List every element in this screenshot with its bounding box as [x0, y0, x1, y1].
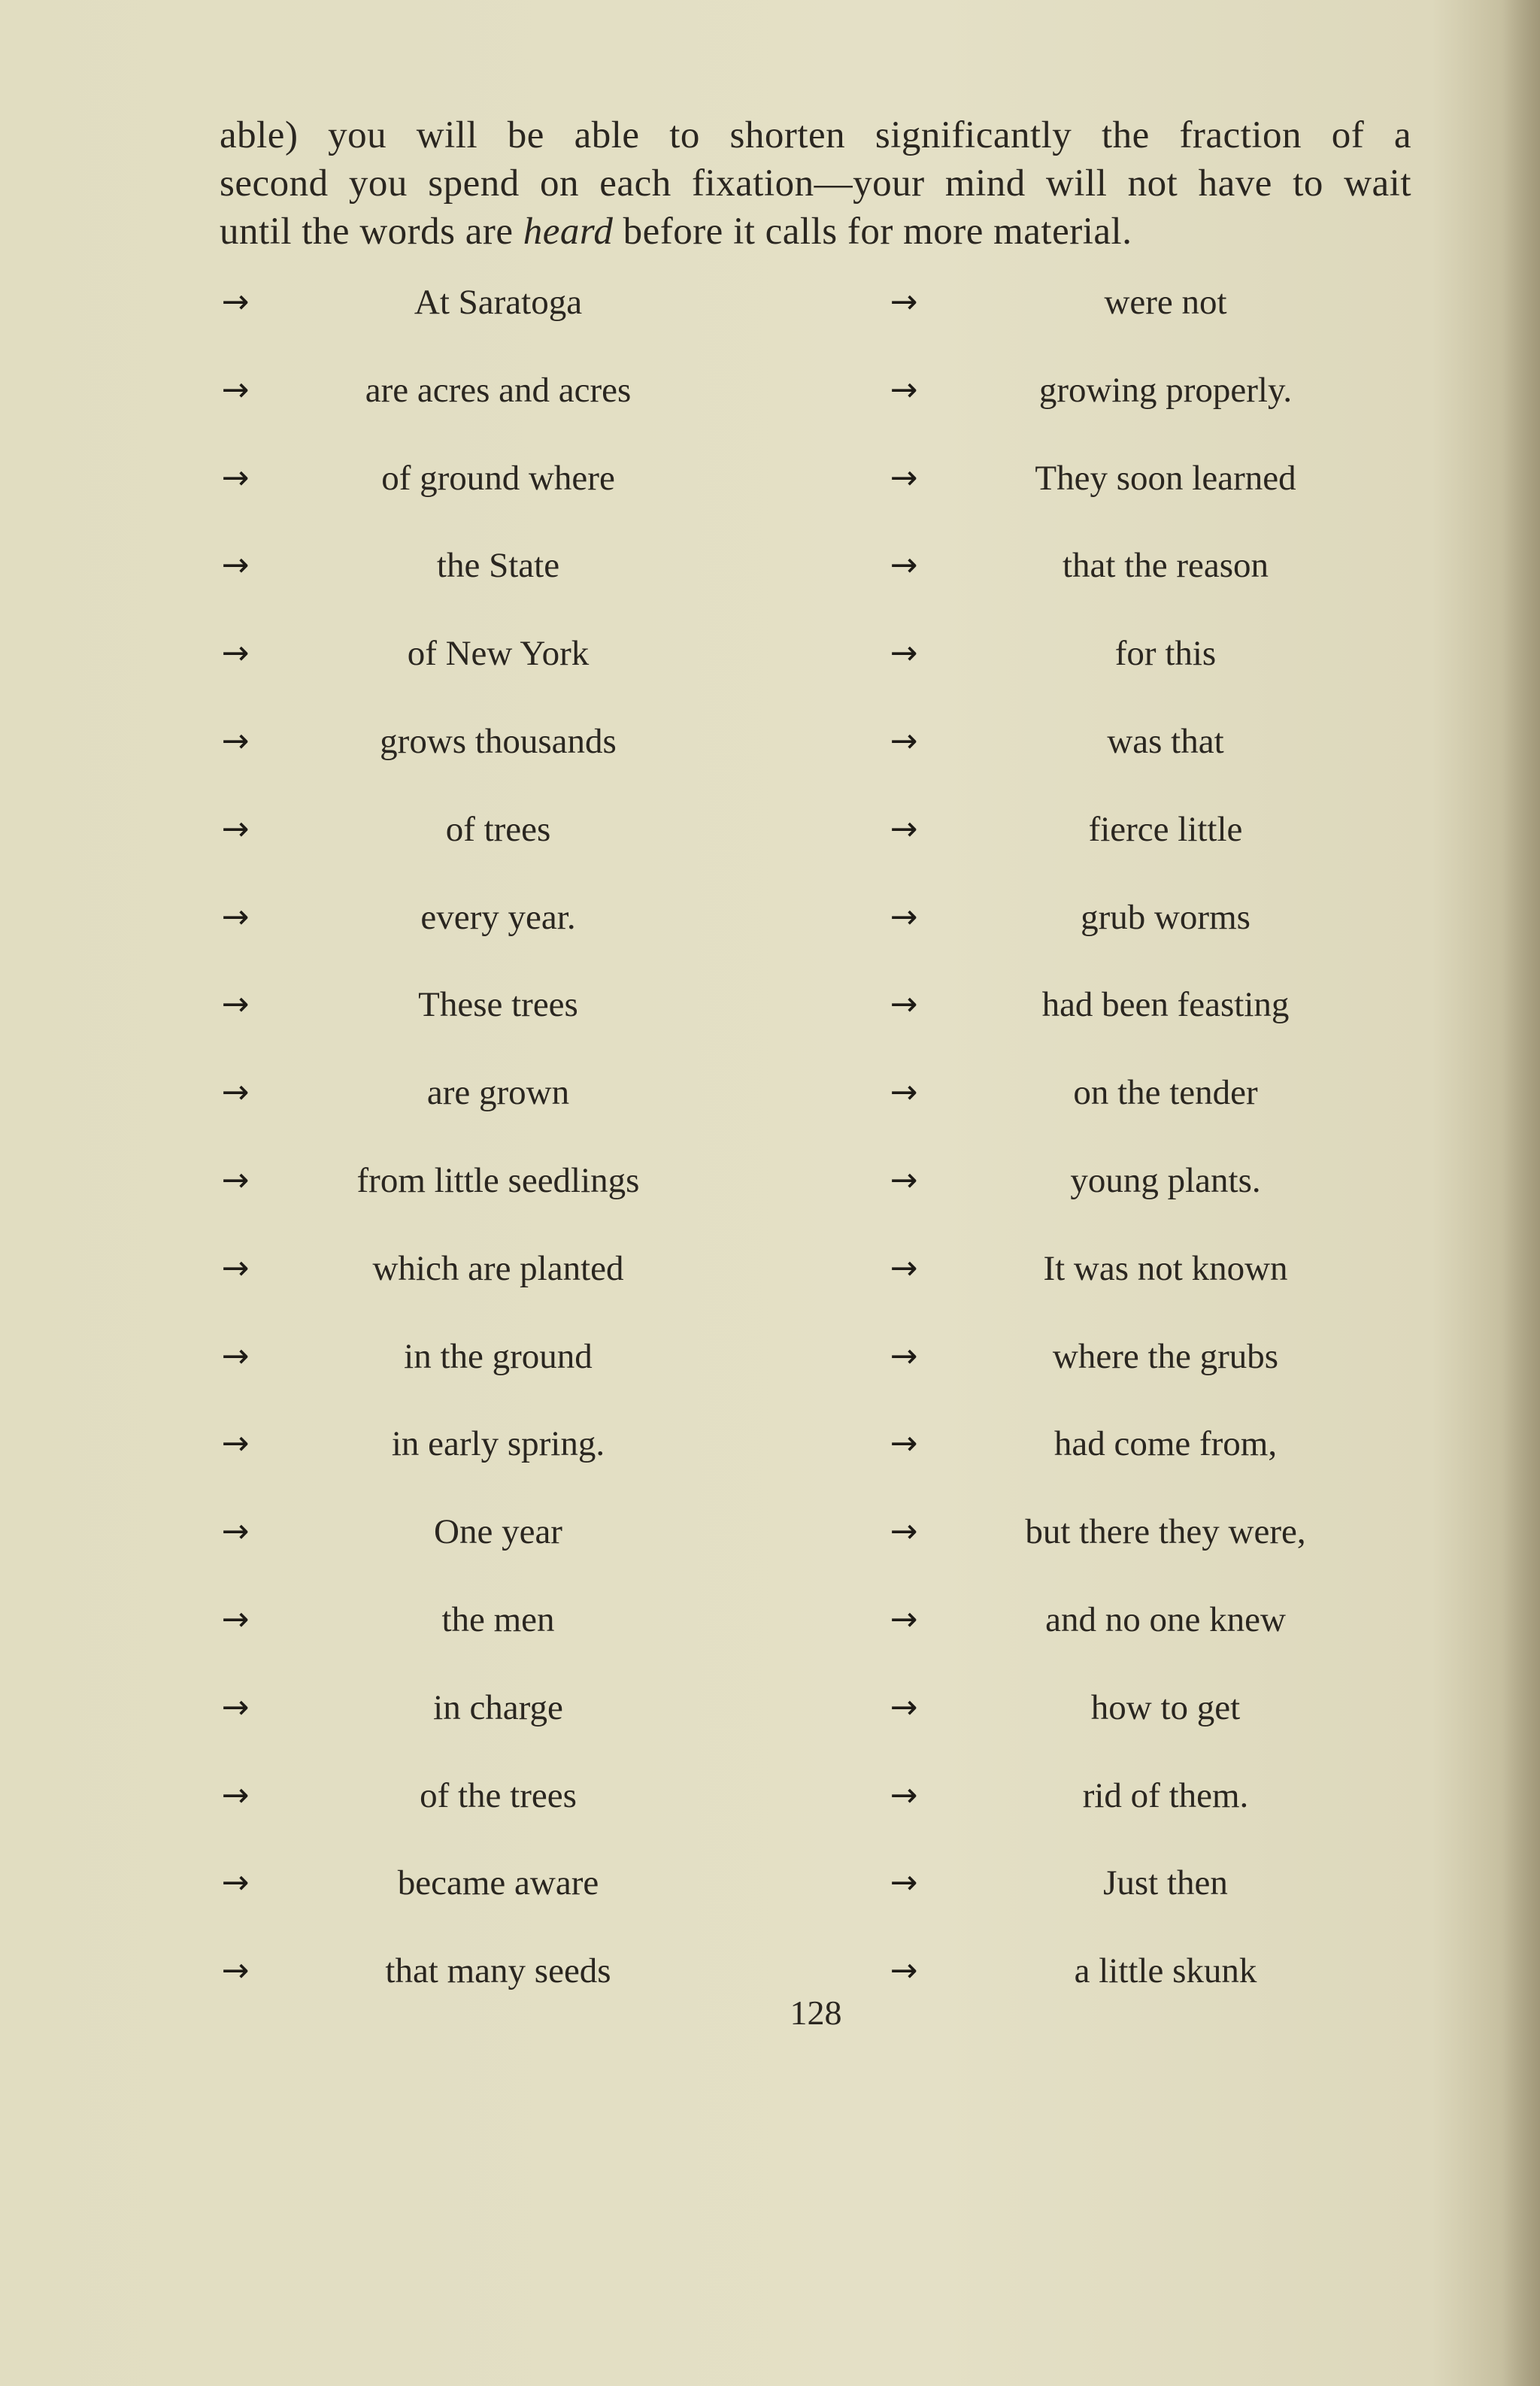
left-arrow-icon: →: [221, 810, 250, 848]
left-arrow-icon: →: [221, 1512, 250, 1551]
right-phrase: that the reason: [1062, 546, 1269, 585]
right-phrase: was that: [1107, 722, 1224, 761]
left-phrase: One year: [434, 1512, 562, 1551]
left-arrow-icon: →: [221, 459, 250, 497]
left-arrow-icon: →: [221, 283, 250, 321]
left-phrase: These trees: [418, 985, 578, 1024]
right-phrase: on the tender: [1073, 1073, 1258, 1112]
right-phrase: Just then: [1103, 1863, 1228, 1902]
right-phrase: rid of them.: [1082, 1776, 1249, 1815]
page-number: 128: [790, 1993, 842, 2032]
left-phrase: in early spring.: [391, 1424, 605, 1463]
page-edge-shadow: [1502, 0, 1540, 2386]
right-arrow-icon: →: [890, 1249, 918, 1287]
right-phrase: had been feasting: [1041, 985, 1290, 1024]
right-arrow-icon: →: [890, 1951, 918, 1990]
right-arrow-icon: →: [890, 1337, 918, 1375]
right-phrase: where the grubs: [1052, 1337, 1279, 1376]
right-arrow-icon: →: [890, 634, 918, 672]
left-phrase: the State: [436, 546, 560, 585]
left-arrow-icon: →: [221, 1424, 250, 1463]
left-arrow-icon: →: [221, 1863, 250, 1902]
left-arrow-icon: →: [221, 898, 250, 936]
right-phrase: a little skunk: [1074, 1951, 1257, 1990]
right-phrase: had come from,: [1053, 1424, 1278, 1463]
left-phrase: every year.: [420, 898, 576, 937]
right-arrow-icon: →: [890, 985, 918, 1023]
right-phrase: It was not known: [1043, 1249, 1288, 1288]
right-arrow-icon: →: [890, 1161, 918, 1199]
left-arrow-icon: →: [221, 1337, 250, 1375]
left-phrase: of New York: [407, 634, 590, 673]
right-phrase: young plants.: [1070, 1161, 1261, 1200]
right-arrow-icon: →: [890, 1688, 918, 1727]
left-phrase: in the ground: [404, 1337, 593, 1376]
intro-line-1: able) you will be able to shorten significantly the fraction of a: [220, 114, 1411, 156]
left-arrow-icon: →: [221, 722, 250, 760]
right-phrase: but there they were,: [1025, 1512, 1306, 1551]
left-arrow-icon: →: [221, 1161, 250, 1199]
right-arrow-icon: →: [890, 371, 918, 409]
left-phrase: of trees: [445, 810, 551, 849]
intro-line-2: second you spend on each fixation—your mind will not have to wait: [220, 162, 1411, 205]
right-arrow-icon: →: [890, 722, 918, 760]
left-phrase: in charge: [433, 1688, 563, 1727]
left-arrow-icon: →: [221, 371, 250, 409]
left-arrow-icon: →: [221, 634, 250, 672]
left-phrase: grows thousands: [380, 722, 617, 761]
right-phrase: They soon learned: [1035, 459, 1296, 498]
left-arrow-icon: →: [221, 1776, 250, 1815]
left-arrow-icon: →: [221, 1600, 250, 1639]
right-arrow-icon: →: [890, 283, 918, 321]
right-arrow-icon: →: [890, 810, 918, 848]
left-arrow-icon: →: [221, 985, 250, 1023]
right-phrase: were not: [1104, 283, 1227, 322]
right-phrase: how to get: [1090, 1688, 1241, 1727]
left-phrase: that many seeds: [385, 1951, 611, 1990]
right-phrase: and no one knew: [1045, 1600, 1286, 1639]
right-arrow-icon: →: [890, 898, 918, 936]
left-phrase: of ground where: [381, 459, 615, 498]
left-arrow-icon: →: [221, 1951, 250, 1990]
intro-line-3: [220, 208, 1411, 256]
right-phrase: grub worms: [1081, 898, 1250, 937]
left-phrase: are grown: [426, 1073, 570, 1112]
right-arrow-icon: →: [890, 459, 918, 497]
right-phrase: for this: [1114, 634, 1217, 673]
right-arrow-icon: →: [890, 1073, 918, 1111]
right-arrow-icon: →: [890, 1863, 918, 1902]
right-arrow-icon: →: [890, 1424, 918, 1463]
left-phrase: of the trees: [420, 1776, 577, 1815]
left-arrow-icon: →: [221, 1688, 250, 1727]
intro-paragraph: [220, 111, 1411, 256]
intro-line-3-start: until the words are: [220, 211, 523, 253]
right-arrow-icon: →: [890, 1512, 918, 1551]
left-phrase: from little seedlings: [356, 1161, 640, 1200]
intro-emphasis-heard: heard: [523, 211, 614, 253]
intro-line-3-end: before it calls for more material.: [613, 211, 1132, 253]
left-phrase: are acres and acres: [365, 371, 632, 410]
left-arrow-icon: →: [221, 546, 250, 584]
right-arrow-icon: →: [890, 546, 918, 584]
right-arrow-icon: →: [890, 1600, 918, 1639]
left-arrow-icon: →: [221, 1073, 250, 1111]
left-phrase: At Saratoga: [414, 283, 583, 322]
right-phrase: growing properly.: [1038, 371, 1293, 410]
left-phrase: the men: [441, 1600, 555, 1639]
right-phrase: fierce little: [1088, 810, 1243, 849]
left-arrow-icon: →: [221, 1249, 250, 1287]
left-phrase: became aware: [397, 1863, 599, 1902]
right-arrow-icon: →: [890, 1776, 918, 1815]
left-phrase: which are planted: [372, 1249, 624, 1288]
